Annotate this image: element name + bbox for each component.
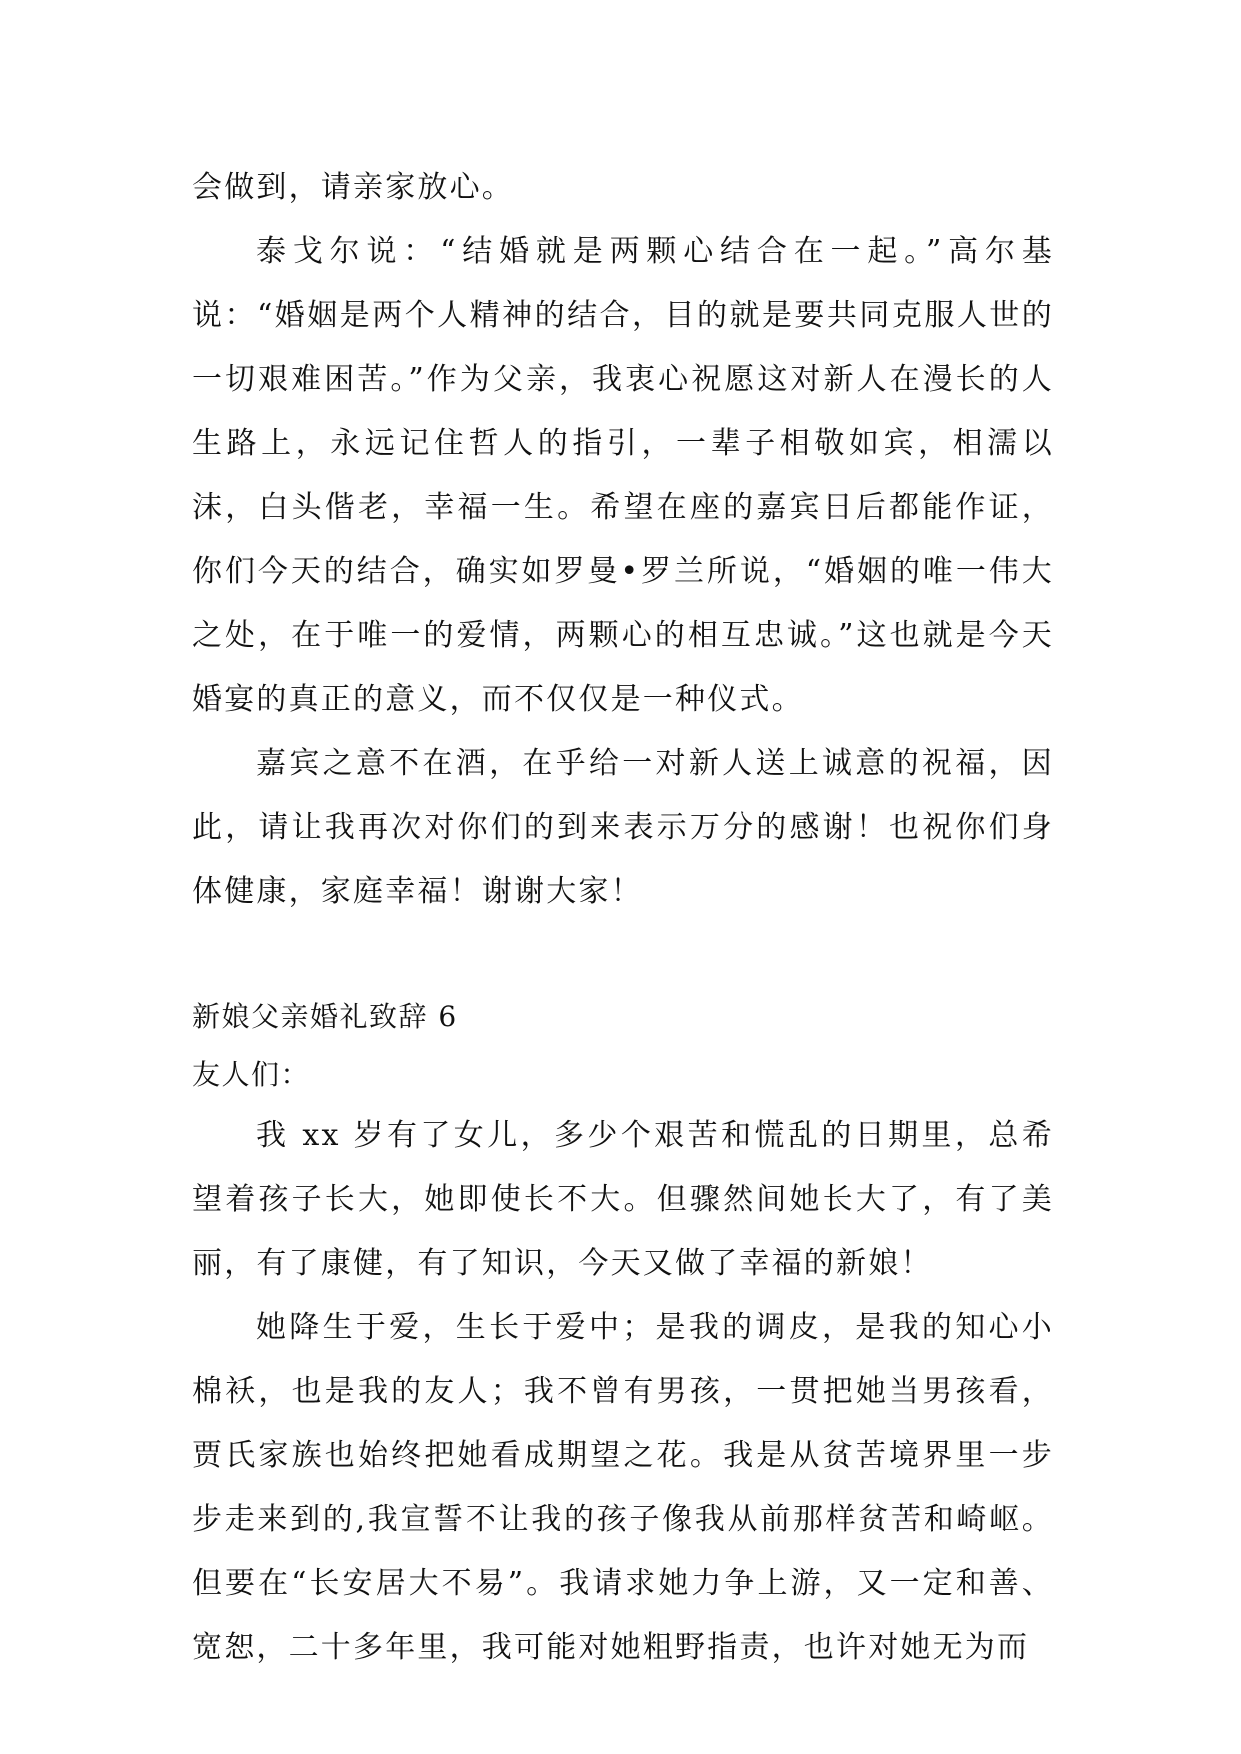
paragraph-thanks: 嘉宾之意不在酒，在乎给一对新人送上诚意的祝福，因此，请让我再次对你们的到来表示万分的感谢！也祝你们身体健康，家庭幸福！谢谢大家！ xyxy=(192,746,1054,909)
paragraph-quotes: 泰戈尔说：“结婚就是两颗心结合在一起。”高尔基说：“婚姻是两个人精神的结合，目的就是要共同克服人世的一切艰难困苦。”作为父亲，我衷心祝愿这对新人在漫长的人生路上，永远记住哲人的指引，一辈子相敬如宾，相濡以沫，白头偕老，幸福一生。希望在座的嘉宾日后都能作证，你们今天的结合，确实如罗曼•罗兰所说，“婚姻的唯一伟大之处，在于唯一的爱情，两颗心的相互忠诚。”这也就是今天婚宴的真正的意义，而不仅仅是一种仪式。 xyxy=(192,234,1054,717)
paragraph-daughter-grown: 我 xx 岁有了女儿，多少个艰苦和慌乱的日期里，总希望着孩子长大，她即使长不大。但骤然间她长大了，有了美丽，有了康健，有了知识，今天又做了幸福的新娘！ xyxy=(192,1118,1054,1281)
document-body xyxy=(192,156,1054,1680)
section-title: 新娘父亲婚礼致辞 6 xyxy=(192,1000,458,1033)
salutation: 友人们： xyxy=(192,1058,311,1091)
section-gap xyxy=(192,924,1054,988)
paragraph-continuation: 会做到，请亲家放心。 xyxy=(192,170,514,205)
paragraph-born-of-love: 她降生于爱，生长于爱中；是我的调皮，是我的知心小棉袄，也是我的友人；我不曾有男孩，一贯把她当男孩看，贾氏家族也始终把她看成期望之花。我是从贫苦境界里一步步走来到的,我宣誓不让我的孩子像我从前那样贫苦和崎岖。但要在“长安居大不易”。我请求她力争上游，又一定和善、宽恕，二十多年里，我可能对她粗野指责，也许对她无为而 xyxy=(192,1310,1054,1665)
